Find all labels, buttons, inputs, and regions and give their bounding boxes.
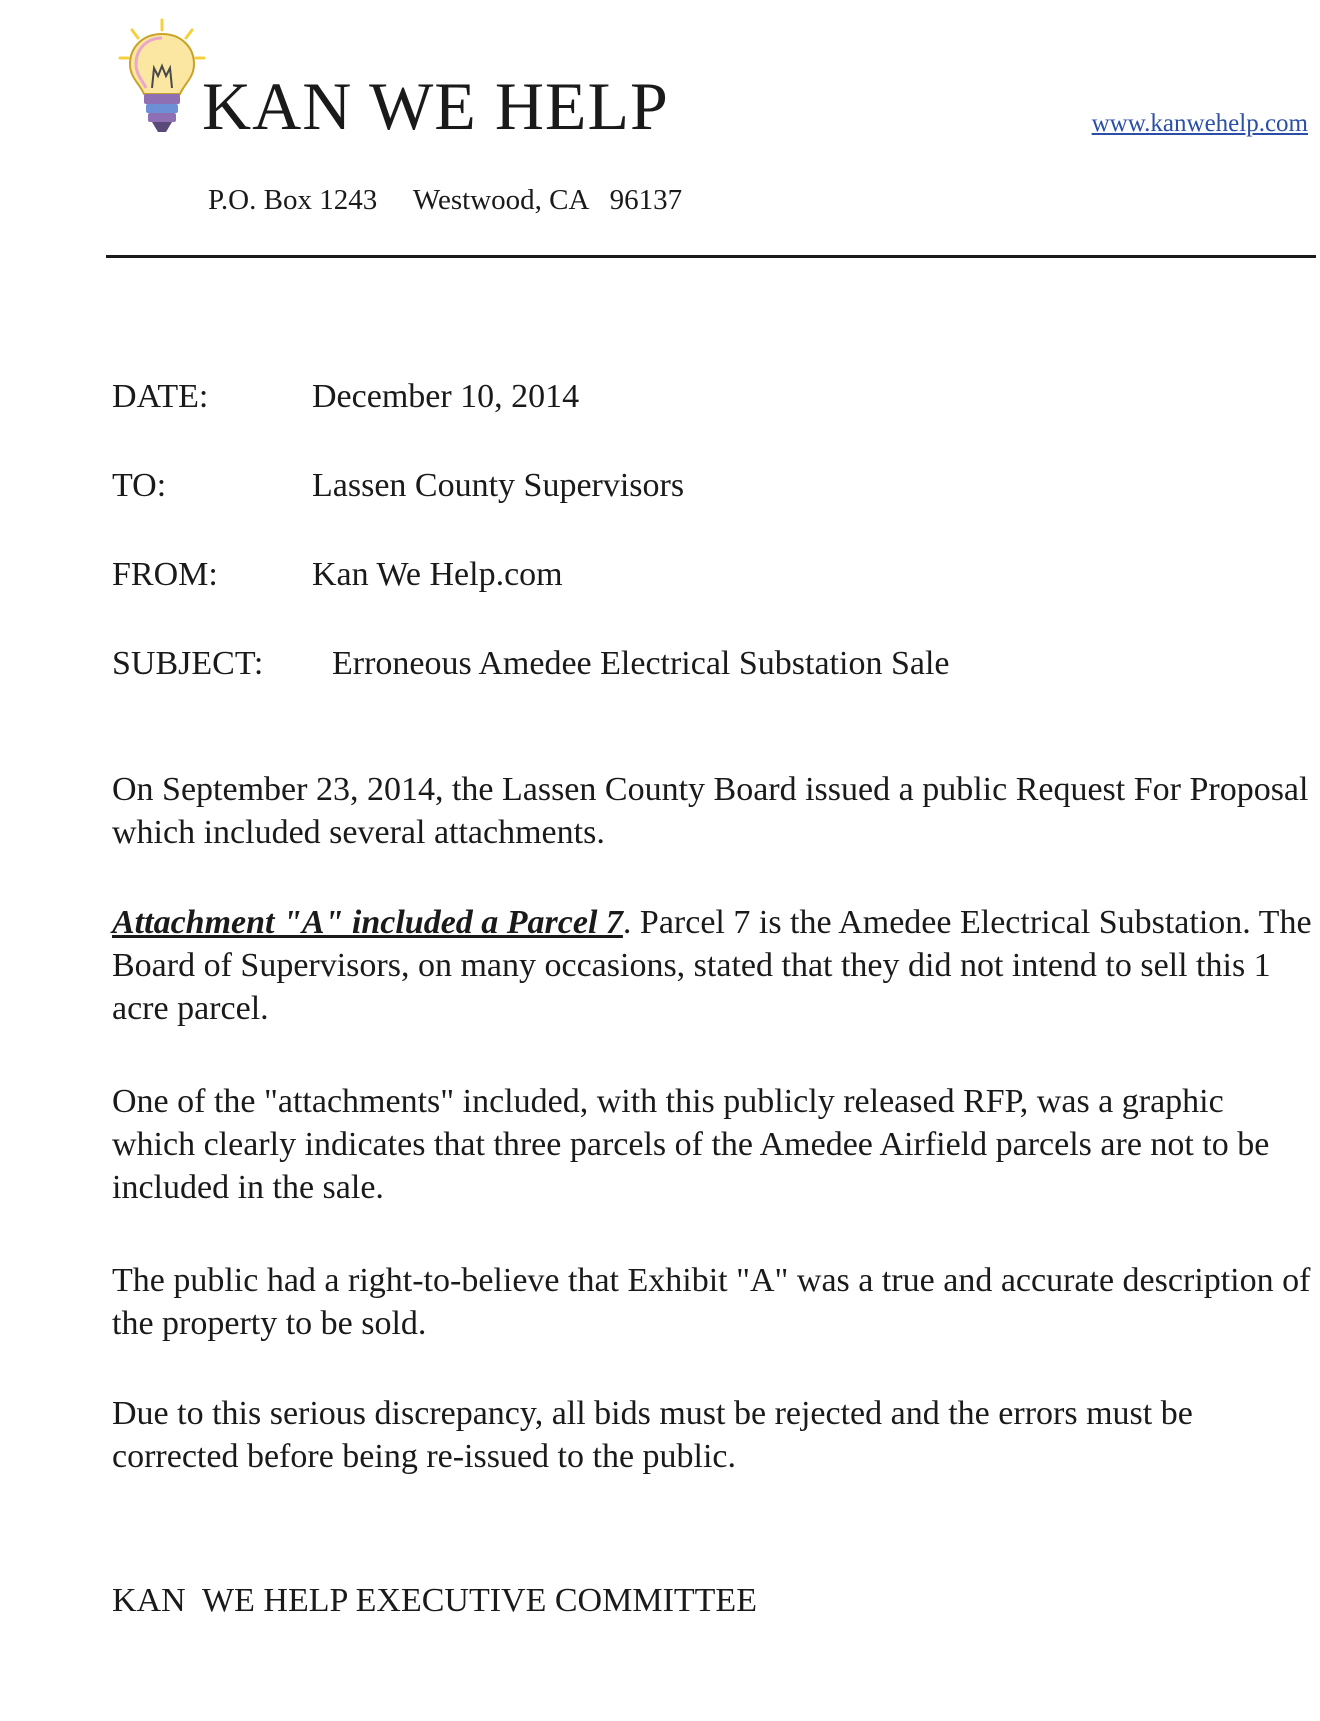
from-label: FROM: [112,556,218,593]
paragraph-rfp-issued: On September 23, 2014, the Lassen County Board issued a public Request For Proposal which included several attachments. [112,771,1309,851]
signature-block: KAN WE HELP EXECUTIVE COMMITTEE [112,1582,757,1619]
to-field [112,467,685,505]
to-label: TO: [112,467,167,504]
paragraph-attachments-graphic: One of the "attachments" included, with this publicly released RFP, was a graphic which clearly indicates that three parcels of the Amedee Airfield parcels are not to be included in the sale. [112,1083,1270,1206]
subject-label: SUBJECT: [112,645,264,682]
organization-name: KAN WE HELP [202,68,669,144]
lightbulb-icon [118,18,206,140]
attachment-a-emphasis: Attachment "A" included a Parcel 7 [112,904,623,941]
subject-value: Erroneous Amedee Electrical Substation Sale [332,645,950,682]
paragraph-parcel-7 [112,901,1312,1030]
date-label: DATE: [112,378,209,415]
from-value: Kan We Help.com [312,556,563,593]
mailing-address: P.O. Box 1243 Westwood, CA 96137 [208,184,683,216]
website-link[interactable]: www.kanwehelp.com [1091,110,1308,137]
subject-field [112,645,950,683]
header-divider [106,255,1316,258]
from-field [112,556,563,594]
date-value: December 10, 2014 [312,378,580,415]
date-field [112,378,580,416]
paragraph-public-right: The public had a right-to-believe that Exhibit "A" was a true and accurate description of the property to be sold. [112,1262,1311,1342]
paragraph-parcel-7-text: . Parcel 7 is the Amedee Electrical Substation. The Board of Supervisors, on many occasions, stated that they did not intend to sell this 1 acre parcel. [112,904,1312,1027]
paragraph-bids-rejected: Due to this serious discrepancy, all bids must be rejected and the errors must be corrected before being re-issued to the public. [112,1395,1193,1475]
to-value: Lassen County Supervisors [312,467,685,504]
